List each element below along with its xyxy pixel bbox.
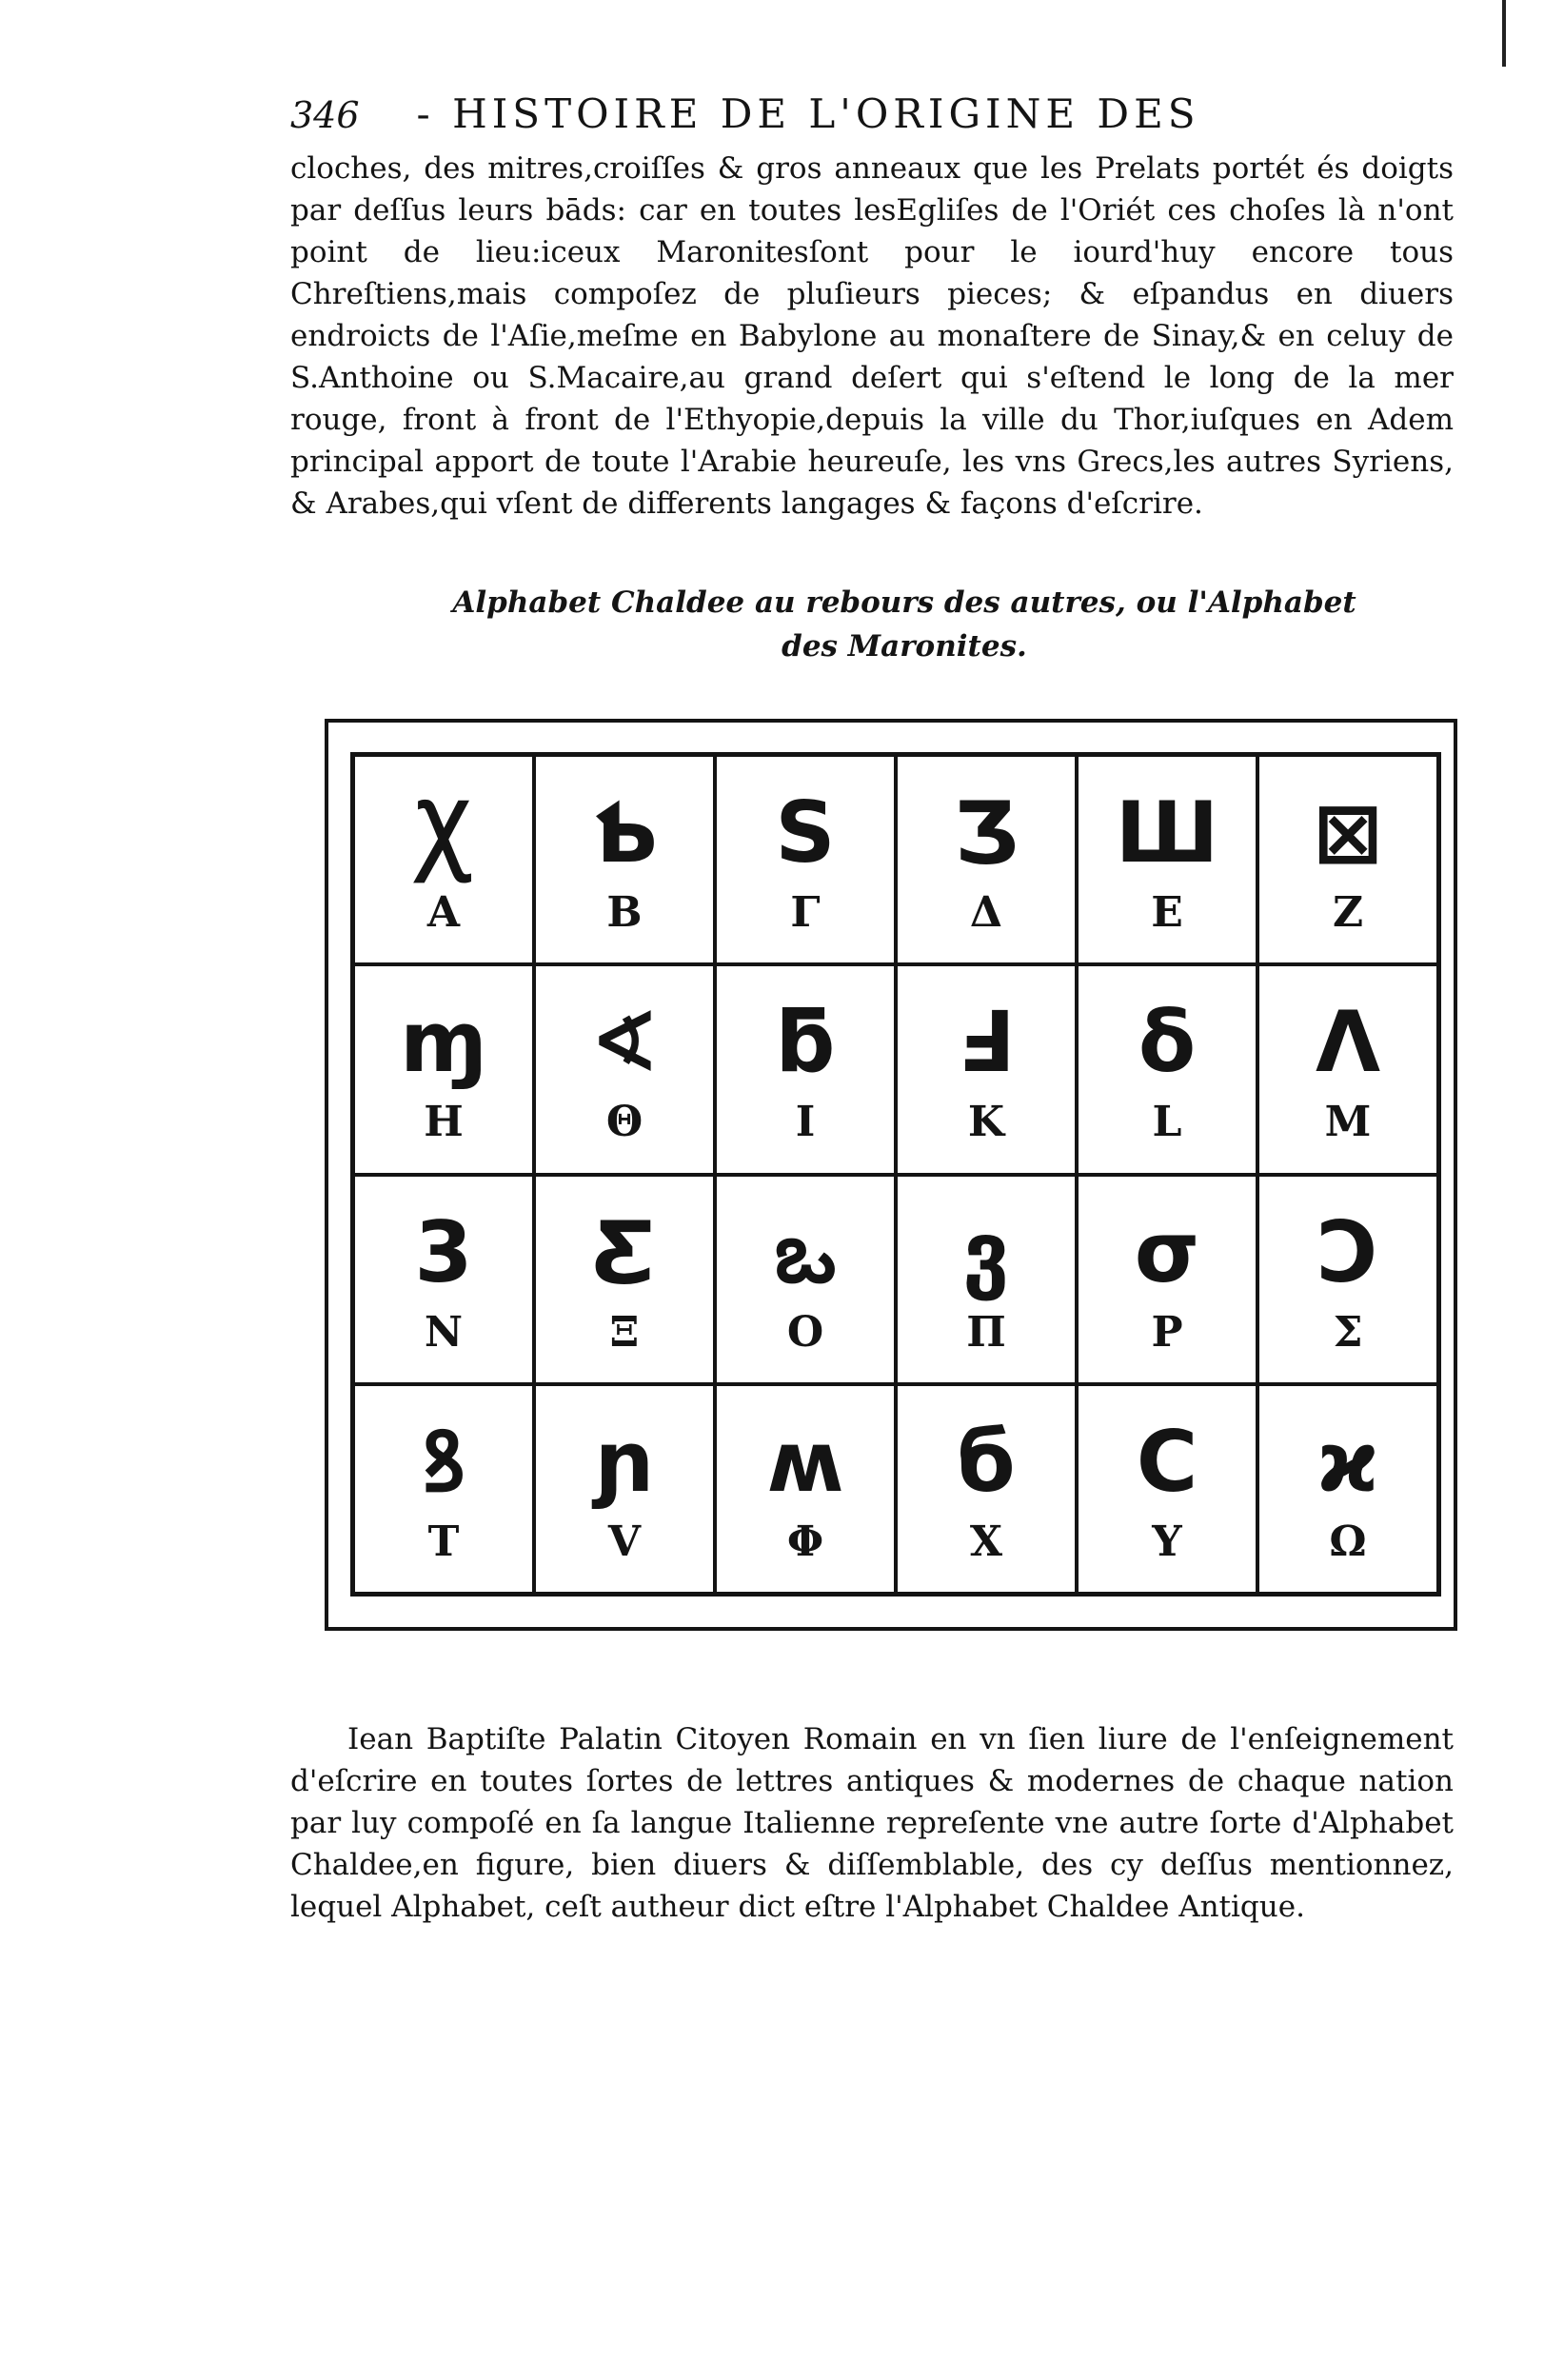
greek-letter-label: Δ — [969, 888, 1003, 938]
greek-letter-label: M — [1324, 1098, 1372, 1147]
alphabet-cell — [1257, 1384, 1438, 1594]
page-header — [290, 90, 1290, 148]
alphabet-cell — [715, 964, 896, 1174]
chaldean-letter-glyph: 3 — [414, 1202, 473, 1301]
chaldean-letter-glyph: Λ — [1315, 993, 1381, 1092]
chaldean-letter-glyph: ϰ — [1316, 1412, 1379, 1511]
greek-letter-label: Υ — [1152, 1517, 1182, 1566]
chaldean-letter-glyph: Ƅ — [592, 783, 657, 883]
chaldean-letter-glyph: Ⅎ — [957, 993, 1016, 1092]
alphabet-cell — [1257, 755, 1438, 964]
chaldean-letter-glyph: ఒ — [774, 1202, 837, 1301]
chaldean-letter-glyph: S — [775, 783, 836, 883]
chaldean-letter-glyph: δ — [1138, 993, 1197, 1092]
chaldean-letter-glyph: Ʒ — [954, 783, 1019, 883]
greek-letter-label: L — [1152, 1098, 1182, 1147]
paragraph-maronites: cloches, des mitres,croiſſes & gros anneaux que les Prelats portét és doigts par deſſus leurs bāds: car en toutes lesEgliſes de l'Oriét ces choſes là n'ont point de lieu:iceux Maronitesſont pour le iourd'huy encore tous Chreſtiens,mais compoſez de pluſieurs pieces; & eſpandus en diuers endroicts de l'Aſie,meſme en Babylone au monaſtere de Sinay,& en celuy de S.Anthoine ou S.Macaire,au grand deſert qui s'eſtend le long de la mer rouge, front à front de l'Ethyopie,depuis la ville du Thor,iuſques en Adem principal apport de toute l'Arabie heureuſe, les vns Grecs,les autres Syriens, & Arabes,qui vſent de differents langages & façons d'eſcrire. — [290, 151, 1454, 521]
alphabet-table — [350, 752, 1441, 1597]
alphabet-cell — [534, 964, 715, 1174]
greek-letter-label: Θ — [605, 1098, 643, 1147]
alphabet-cell — [353, 1175, 534, 1384]
greek-letter-label: Γ — [790, 888, 821, 938]
greek-letter-label: E — [1151, 888, 1183, 938]
chaldean-letter-glyph: Ͻ — [1318, 1202, 1377, 1301]
alphabet-cell — [896, 1175, 1077, 1384]
alphabet-cell — [715, 755, 896, 964]
chaldean-letter-glyph: ⊠ — [1313, 783, 1383, 883]
chaldean-letter-glyph: б — [957, 1412, 1016, 1511]
alphabet-cell — [1077, 755, 1257, 964]
alphabet-cell — [1077, 1384, 1257, 1594]
alphabet-cell — [1257, 964, 1438, 1174]
greek-letter-label: B — [606, 888, 643, 938]
alphabet-cell — [1077, 1175, 1257, 1384]
caption-line-1: Alphabet Chaldee au rebours des autres, ou l'Alphabet — [452, 585, 1356, 620]
paragraph-palatin: Iean Baptiſte Palatin Citoyen Romain en vn ſien liure de l'enſeignement d'eſcrire en toutes ſortes de lettres antiques & modernes de chaque nation par luy compoſé en ſa langue Italienne repreſente vne autre ſorte d'Alphabet Chaldee,en figure, bien diuers & diſſemblable, des cy deſſus mentionnez, lequel Alphabet, ceſt autheur dict eſtre l'Alphabet Chaldee Antique. — [290, 1722, 1454, 1924]
alphabet-cell — [353, 964, 534, 1174]
alphabet-cell — [534, 1175, 715, 1384]
alphabet-cell — [715, 1175, 896, 1384]
chaldean-letter-glyph: C — [1136, 1412, 1198, 1511]
chaldean-letter-glyph: ƃ — [775, 993, 836, 1092]
alphabet-cell — [353, 755, 534, 964]
chaldean-letter-glyph: ∢ — [589, 993, 660, 1092]
greek-letter-label: H — [424, 1098, 464, 1147]
greek-letter-label: P — [1151, 1307, 1183, 1357]
greek-letter-label: Σ — [1333, 1307, 1363, 1357]
chaldean-letter-glyph: ɲ — [594, 1412, 655, 1511]
alphabet-cell — [534, 755, 715, 964]
greek-letter-label: T — [427, 1517, 460, 1566]
chaldean-letter-glyph: ʍ — [766, 1412, 844, 1511]
alphabet-caption — [447, 581, 1361, 668]
alphabet-cell — [896, 755, 1077, 964]
greek-letter-label: I — [795, 1098, 816, 1147]
greek-letter-label: N — [424, 1307, 464, 1357]
chaldean-letter-glyph: ვ — [962, 1202, 1010, 1301]
greek-letter-label: A — [426, 888, 461, 938]
running-title: - HISTOIRE DE L'ORIGINE DES — [416, 90, 1200, 137]
alphabet-cell — [715, 1384, 896, 1594]
alphabet-cell — [896, 964, 1077, 1174]
chaldean-letter-glyph: ꝸ — [421, 1412, 466, 1511]
chaldean-letter-glyph: Ƹ — [592, 1202, 657, 1301]
chaldean-letter-glyph: ɱ — [400, 993, 487, 1092]
alphabet-cell — [1257, 1175, 1438, 1384]
alphabet-cell — [1077, 964, 1257, 1174]
chaldean-letter-glyph: Ꭓ — [416, 783, 471, 883]
caption-line-2: des Maronites. — [782, 629, 1027, 664]
alphabet-cell — [353, 1384, 534, 1594]
greek-letter-label: Ω — [1329, 1517, 1367, 1566]
greek-letter-label: O — [786, 1307, 824, 1357]
page-edge-mark — [1502, 0, 1506, 67]
greek-letter-label: K — [967, 1098, 1005, 1147]
greek-letter-label: Φ — [786, 1517, 824, 1566]
greek-letter-label: Π — [966, 1307, 1006, 1357]
alphabet-cell — [896, 1384, 1077, 1594]
greek-letter-label: Z — [1332, 888, 1364, 938]
greek-letter-label: V — [607, 1517, 642, 1566]
greek-letter-label: X — [969, 1517, 1003, 1566]
chaldean-letter-glyph: Ш — [1115, 783, 1219, 883]
greek-letter-label: Ξ — [609, 1307, 640, 1357]
chaldean-letter-glyph: σ — [1134, 1202, 1200, 1301]
page-number: 346 — [290, 94, 360, 136]
alphabet-cell — [534, 1384, 715, 1594]
